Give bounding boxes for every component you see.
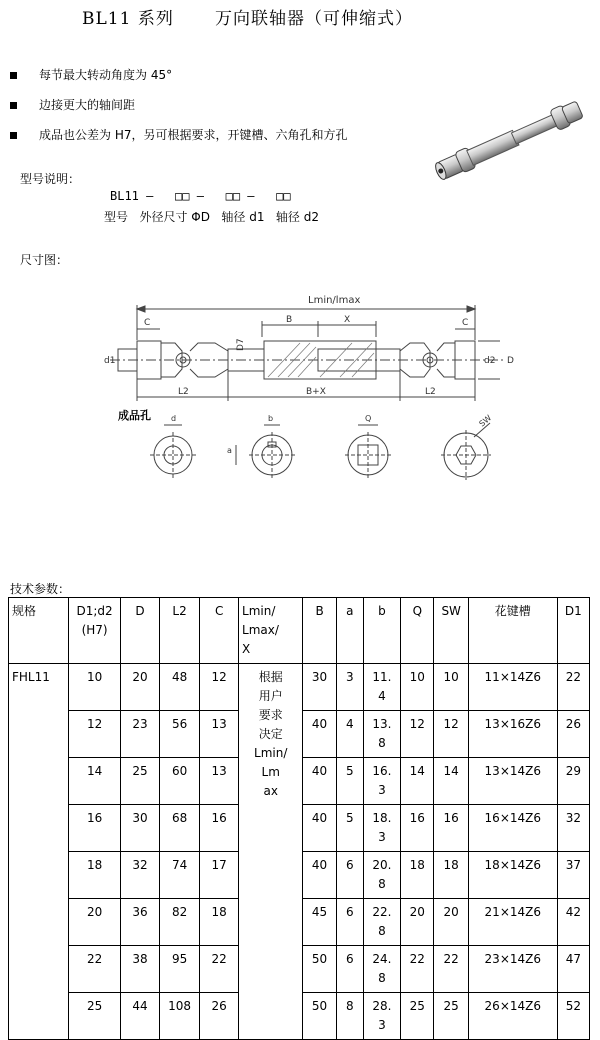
table-cell: 60 — [159, 758, 200, 805]
table-cell: 4 — [336, 711, 363, 758]
table-row — [9, 664, 590, 711]
table-cell: 74 — [159, 852, 200, 899]
table-cell: 16 — [401, 805, 434, 852]
table-cell: 45 — [303, 899, 336, 946]
hole-round — [150, 414, 196, 478]
model-cell: FHL11 — [9, 664, 69, 1040]
table-cell: 5 — [336, 758, 363, 805]
table-cell: 18 — [69, 852, 121, 899]
table-cell: 20 — [69, 899, 121, 946]
table-cell: 5 — [336, 805, 363, 852]
feature-item: 边接更大的轴间距 — [10, 96, 135, 113]
table-cell: 13 — [200, 711, 239, 758]
table-cell: 10 — [434, 664, 468, 711]
label-b: B — [286, 315, 293, 325]
table-header-cell: D1 — [557, 598, 589, 664]
model-heading: 型号说明： — [20, 172, 81, 186]
label-c-left: C — [144, 318, 151, 328]
table-cell: 18×14Z6 — [468, 852, 557, 899]
table-header-cell: 花键槽 — [468, 598, 557, 664]
spec-table — [8, 597, 590, 1040]
model-legend: 型号 外径尺寸 ΦD 轴径 d1 轴径 d2 — [104, 210, 319, 224]
svg-text:Q: Q — [365, 414, 372, 423]
table-cell: 14 — [401, 758, 434, 805]
table-cell: 6 — [336, 899, 363, 946]
table-cell: 21×14Z6 — [468, 899, 557, 946]
table-cell: 12 — [401, 711, 434, 758]
label-d7: D7 — [236, 338, 246, 351]
table-cell: 29 — [557, 758, 589, 805]
arrow-icon — [137, 306, 145, 312]
table-cell: 14 — [69, 758, 121, 805]
table-cell: 12 — [69, 711, 121, 758]
table-cell: 42 — [557, 899, 589, 946]
dimension-heading: 尺寸图： — [20, 253, 69, 267]
label-c-right: C — [462, 318, 469, 328]
bullet-icon — [10, 72, 17, 79]
table-cell: 11×14Z6 — [468, 664, 557, 711]
table-cell: 18 — [200, 899, 239, 946]
table-cell: 22 — [200, 946, 239, 993]
table-cell: 12 — [200, 664, 239, 711]
table-heading: 技术参数： — [10, 582, 71, 596]
length-note-cell: 根据 用户 要求 决定 Lmin/ Lm ax — [239, 664, 303, 1040]
table-cell: 8 — [336, 993, 363, 1040]
hole-hexagon — [441, 413, 493, 480]
label-d2: d2 — [484, 356, 496, 366]
table-cell: 22. 8 — [363, 899, 400, 946]
table-cell: 23 — [121, 711, 160, 758]
table-cell: 47 — [557, 946, 589, 993]
table-cell: 23×14Z6 — [468, 946, 557, 993]
table-cell: 50 — [303, 946, 336, 993]
arrow-icon — [467, 306, 475, 312]
table-header-cell: B — [303, 598, 336, 664]
table-cell: 40 — [303, 805, 336, 852]
table-cell: 16×14Z6 — [468, 805, 557, 852]
table-cell: 3 — [336, 664, 363, 711]
hole-keyway — [227, 414, 295, 478]
table-cell: 16. 3 — [363, 758, 400, 805]
table-cell: 26 — [557, 711, 589, 758]
table-cell: 12 — [434, 711, 468, 758]
table-cell: 22 — [401, 946, 434, 993]
table-cell: 20 — [401, 899, 434, 946]
table-header-cell: D1;d2 (H7) — [69, 598, 121, 664]
table-cell: 13. 8 — [363, 711, 400, 758]
dimension-drawing — [0, 285, 600, 485]
table-cell: 10 — [401, 664, 434, 711]
table-cell: 95 — [159, 946, 200, 993]
table-cell: 13×16Z6 — [468, 711, 557, 758]
product-title: 万向联轴器（可伸缩式） — [215, 9, 413, 29]
product-photo — [428, 90, 590, 190]
svg-text:d: d — [171, 414, 177, 423]
table-cell: 68 — [159, 805, 200, 852]
table-cell: 22 — [557, 664, 589, 711]
table-cell: 40 — [303, 758, 336, 805]
table-cell: 44 — [121, 993, 160, 1040]
table-cell: 82 — [159, 899, 200, 946]
svg-text:SW: SW — [477, 413, 494, 429]
label-l2-right: L2 — [425, 387, 436, 397]
feature-item: 成品也公差为 H7，另可根据要求，开键槽、六角孔和方孔 — [10, 126, 347, 143]
table-cell: 36 — [121, 899, 160, 946]
table-cell: 38 — [121, 946, 160, 993]
table-header-cell: 规格 — [9, 598, 69, 664]
feature-item: 每节最大转动角度为 45° — [10, 66, 172, 83]
table-header-cell: C — [200, 598, 239, 664]
table-cell: 25 — [69, 993, 121, 1040]
table-header-cell: b — [363, 598, 400, 664]
svg-text:a: a — [227, 446, 232, 455]
table-cell: 11. 4 — [363, 664, 400, 711]
model-code: BL11 — □□ — □□ — □□ — [110, 189, 291, 203]
table-cell: 20. 8 — [363, 852, 400, 899]
table-cell: 37 — [557, 852, 589, 899]
table-header-cell: SW — [434, 598, 468, 664]
table-cell: 14 — [434, 758, 468, 805]
hole-square — [345, 414, 391, 478]
table-cell: 26 — [200, 993, 239, 1040]
table-cell: 40 — [303, 711, 336, 758]
label-d1: d1 — [104, 356, 116, 366]
label-bx: B+X — [306, 387, 326, 397]
svg-text:b: b — [268, 414, 274, 423]
table-cell: 25 — [401, 993, 434, 1040]
table-header-cell: L2 — [159, 598, 200, 664]
table-cell: 48 — [159, 664, 200, 711]
table-cell: 16 — [200, 805, 239, 852]
table-cell: 20 — [434, 899, 468, 946]
table-cell: 16 — [69, 805, 121, 852]
table-cell: 13 — [200, 758, 239, 805]
table-cell: 6 — [336, 946, 363, 993]
label-finished-hole: 成品孔 — [118, 409, 151, 422]
table-cell: 17 — [200, 852, 239, 899]
table-cell: 30 — [121, 805, 160, 852]
table-header-cell: Q — [401, 598, 434, 664]
table-cell: 25 — [121, 758, 160, 805]
table-cell: 13×14Z6 — [468, 758, 557, 805]
bullet-icon — [10, 102, 17, 109]
table-cell: 18 — [401, 852, 434, 899]
table-cell: 24. 8 — [363, 946, 400, 993]
label-x: X — [344, 315, 351, 325]
table-cell: 56 — [159, 711, 200, 758]
table-cell: 20 — [121, 664, 160, 711]
table-header-cell: a — [336, 598, 363, 664]
table-cell: 26×14Z6 — [468, 993, 557, 1040]
table-cell: 10 — [69, 664, 121, 711]
table-cell: 32 — [121, 852, 160, 899]
bullet-icon — [10, 132, 17, 139]
table-cell: 50 — [303, 993, 336, 1040]
label-D: D — [507, 356, 514, 366]
table-cell: 30 — [303, 664, 336, 711]
table-cell: 18 — [434, 852, 468, 899]
table-cell: 25 — [434, 993, 468, 1040]
table-cell: 32 — [557, 805, 589, 852]
table-header-row — [9, 598, 590, 664]
label-lminmax: Lmin/lmax — [308, 295, 361, 306]
label-l2-left: L2 — [178, 387, 189, 397]
table-cell: 40 — [303, 852, 336, 899]
series-title: BL11 系列 — [82, 9, 174, 29]
table-cell: 16 — [434, 805, 468, 852]
table-cell: 6 — [336, 852, 363, 899]
table-cell: 22 — [69, 946, 121, 993]
table-cell: 108 — [159, 993, 200, 1040]
table-cell: 28. 3 — [363, 993, 400, 1040]
table-cell: 18. 3 — [363, 805, 400, 852]
table-header-cell: D — [121, 598, 160, 664]
table-cell: 22 — [434, 946, 468, 993]
table-cell: 52 — [557, 993, 589, 1040]
table-header-cell: Lmin/ Lmax/ X — [239, 598, 303, 664]
